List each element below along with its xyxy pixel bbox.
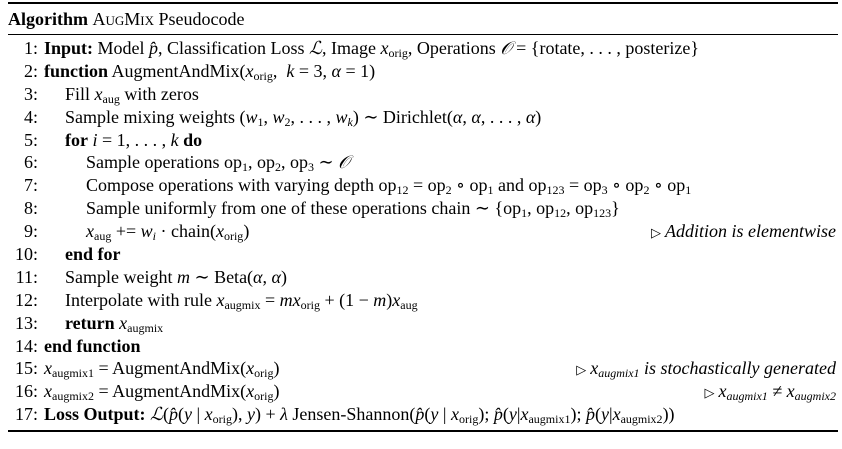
comment-triangle-icon: ▷: [704, 385, 715, 401]
line-number: 9:: [23, 221, 38, 242]
algorithm-line: [8, 289, 838, 312]
line-number: 7:: [23, 175, 38, 196]
algorithm-line: [8, 380, 838, 403]
algorithm-line: [8, 174, 838, 197]
algorithm-line: [8, 129, 838, 152]
comment-text: $x_{augmix1} \ne x_{augmix2}$: [718, 381, 836, 404]
algorithm-lines: [8, 35, 838, 426]
algorithm-line: [8, 151, 838, 174]
line-number: 14:: [14, 335, 38, 356]
algorithm-block: [8, 2, 838, 432]
line-number: 5:: [23, 129, 38, 150]
comment-triangle-icon: ▷: [576, 362, 587, 378]
line-code: $x_{augmix2}$ = $AugmentAndMix(x_{orig})$: [44, 381, 280, 404]
line-number: 4:: [23, 106, 38, 127]
line-code: for i = 1, . . . , k do: [65, 129, 203, 150]
line-code: $x_{augmix1}$ = $AugmentAndMix(x_{orig})$: [44, 358, 280, 381]
algorithm-line: [8, 243, 838, 266]
line-code: end function: [44, 335, 141, 356]
line-code: $x_{aug} += w_i$ · $chain(x_{orig})$: [86, 221, 250, 244]
comment-triangle-icon: ▷: [651, 225, 662, 241]
line-comment: [651, 220, 836, 245]
line-number: 10:: [14, 244, 38, 265]
algorithm-line: [8, 403, 838, 426]
algorithm-caption: [8, 4, 838, 34]
algorithm-label: Algorithm: [8, 9, 88, 29]
line-comment: [576, 357, 836, 382]
algorithm-line: [8, 197, 838, 220]
line-code: function $AugmentAndMix(x_{orig}$, k = 3, α = 1): [44, 60, 376, 83]
line-number: 8:: [23, 198, 38, 219]
line-number: 17:: [14, 404, 38, 425]
line-code: Sample operations $op_1$, $op_2$, $op_3$ ∼ 𝒪: [86, 152, 350, 175]
line-code: Interpolate with rule $x_{augmix} = mx_{orig} + (1 - m)x_{aug}$: [65, 289, 418, 312]
bottom-rule: [8, 430, 838, 432]
line-code: Sample mixing weights ($w_1$, $w_2$, . . . , $w_k$) ∼ Dirichlet(α, α, . . . , α): [65, 106, 542, 129]
algorithm-line: [8, 83, 838, 106]
algorithm-line: [8, 266, 838, 289]
algorithm-line: [8, 106, 838, 129]
algorithm-line: [8, 335, 838, 358]
line-code: Loss Output: ℒ(p̂(y | $x_{orig}$), y) + λ Jensen-Shannon(p̂(y | $x_{orig}$); $p̂(y|x_{augmix1})$; $p̂(y|x_{augmix2})$): [44, 404, 675, 427]
line-code: end for: [65, 244, 121, 265]
line-code: Sample uniformly from one of these operations chain ∼ {$op_1$, $op_{12}$, $op_{123}$}: [86, 198, 620, 221]
algorithm-name: AugMix: [92, 9, 154, 29]
algorithm-line: [8, 37, 838, 60]
line-code: return $x_{augmix}$: [65, 312, 164, 335]
line-code: Input: Model p̂, Classification Loss ℒ, Image $x_{orig}$, Operations 𝒪 = {rotate, . . . , posterize}: [44, 38, 700, 60]
line-number: 3:: [23, 83, 38, 104]
line-number: 12:: [14, 289, 38, 310]
line-number: 13:: [14, 312, 38, 333]
line-number: 11:: [15, 266, 38, 287]
line-code: Compose operations with varying depth $op_{12} = op_2$ ∘ $op_1$ and $op_{123} = op_3$ ∘ $op_2$ ∘ $op_1$: [86, 175, 692, 198]
line-code: Sample weight m ∼ Beta(α, α): [65, 266, 287, 287]
algorithm-line: [8, 312, 838, 335]
line-number: 1:: [23, 38, 38, 58]
comment-text: $x_{augmix1}$ is stochastically generated: [590, 358, 836, 381]
line-code: Fill $x_{aug}$ with zeros: [65, 83, 199, 106]
comment-text: Addition is elementwise: [665, 221, 836, 242]
line-number: 15:: [14, 358, 38, 379]
algorithm-name-suffix: Pseudocode: [158, 9, 245, 29]
algorithm-line: [8, 220, 838, 243]
line-number: 16:: [14, 381, 38, 402]
line-comment: [704, 380, 836, 405]
algorithm-line: [8, 357, 838, 380]
line-number: 6:: [23, 152, 38, 173]
line-number: 2:: [23, 60, 38, 81]
algorithm-line: [8, 60, 838, 83]
